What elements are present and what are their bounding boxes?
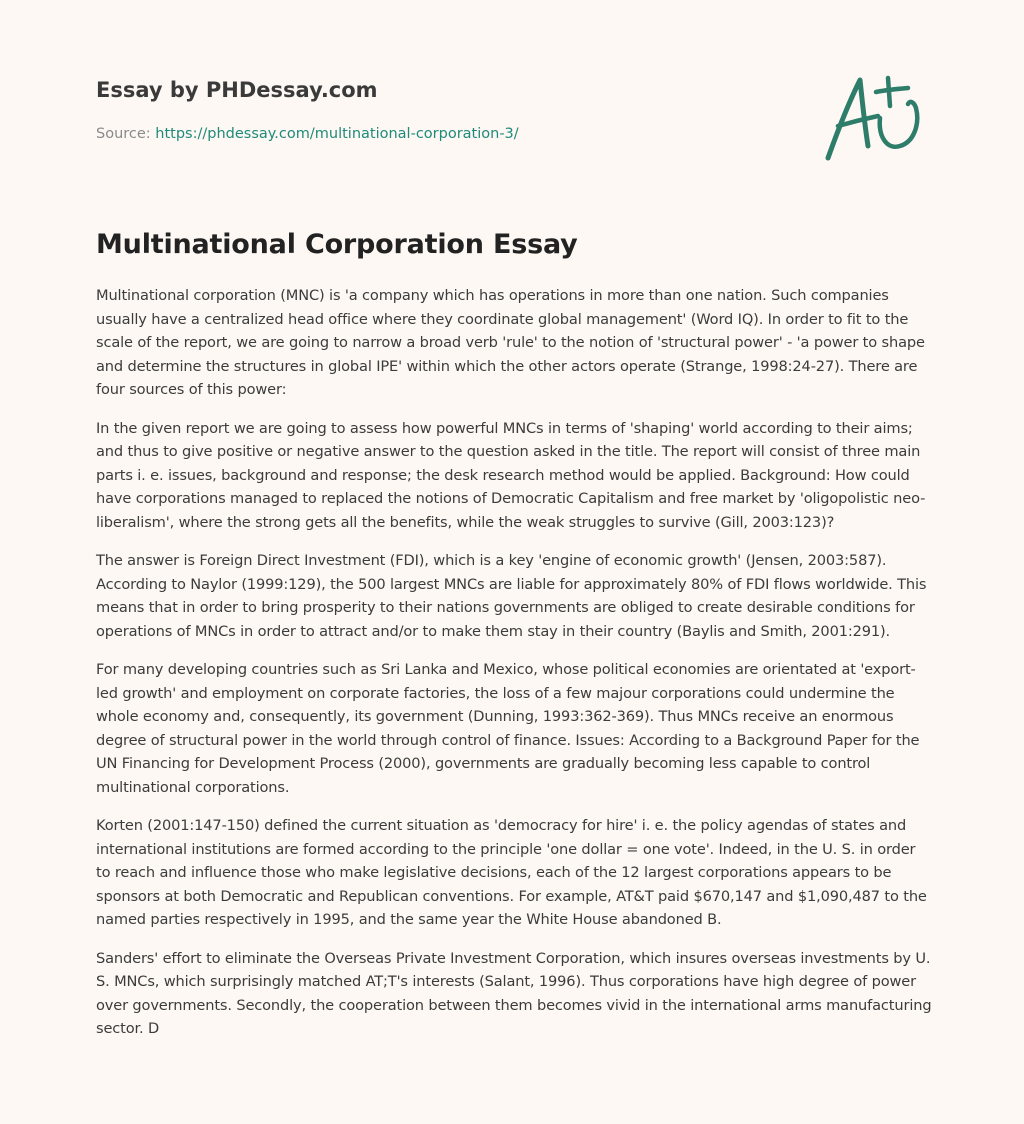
- essay-paragraph: For many developing countries such as Sri Lanka and Mexico, whose political economies are orientated at 'export-led growth' and employment on corporate factories, the loss of a few majour corporations could undermine the whole economy and, consequently, its government (Dunning, 1993:362-369). Thus MNCs receive an enormous degree of structural power in the world through control of finance. Issues: According to a Background Paper for the UN Financing for Development Process (2000), governments are gradually becoming less capable to control multinational corporations.: [96, 661, 920, 796]
- a-plus-logo-icon: [818, 66, 928, 166]
- page-header: [96, 76, 796, 144]
- essay-paragraph: Korten (2001:147-150) defined the current situation as 'democracy for hire' i. e. the policy agendas of states and international institutions are formed according to the principle 'one dollar = one vote'. Indeed, in the U. S. in order to reach and influence those who make legislative decisions, each of the 12 largest corporations appears to be sponsors at both Democratic and Republican conventions. For example, AT&T paid $670,147 and $1,090,487 to the named parties respectively in 1995, and the same year the White House abandoned B.: [96, 817, 927, 928]
- essay-paragraph: Sanders' effort to eliminate the Overseas Private Investment Corporation, which insures overseas investments by U. S. MNCs, which surprisingly matched AT;T's interests (Salant, 1996). Thus corporations have high degree of power over governments. Secondly, the cooperation between them becomes vivid in the international arms manufacturing sector. D: [96, 949, 932, 1037]
- source-label: Source:: [96, 126, 156, 142]
- essay-body: [96, 284, 932, 1056]
- essay-title: Multinational Corporation Essay: [96, 229, 578, 260]
- source-line: [96, 124, 796, 144]
- site-name: Essay by PHDessay.com: [96, 78, 378, 102]
- essay-paragraph: The answer is Foreign Direct Investment (FDI), which is a key 'engine of economic growth' (Jensen, 2003:587). According to Naylor (1999:129), the 500 largest MNCs are liable for approximately 80% of FDI flows worldwide. This means that in order to bring prosperity to their nations governments are obliged to create desirable conditions for operations of MNCs in order to attract and/or to make them stay in their country (Baylis and Smith, 2001:291).: [96, 552, 927, 640]
- essay-paragraph: In the given report we are going to assess how powerful MNCs in terms of 'shaping' world according to their aims; and thus to give positive or negative answer to the question asked in the title. The report will consist of three main parts i. e. issues, background and response; the desk research method would be applied. Background: How could have corporations managed to replaced the notions of Democratic Capitalism and free market by 'oligopolistic neo-liberalism', where the strong gets all the benefits, while the weak struggles to survive (Gill, 2003:123)?: [96, 419, 926, 531]
- source-link[interactable]: https://phdessay.com/multinational-corporation-3/: [155, 126, 519, 142]
- essay-paragraph: Multinational corporation (MNC) is 'a company which has operations in more than one nation. Such companies usually have a centralized head office where they coordinate global management' (Word IQ). In order to fit to the scale of the report, we are going to narrow a broad verb 'rule' to the notion of 'structural power' - 'a power to shape and determine the structures in global IPE' within which the other actors operate (Strange, 1998:24-27). There are four sources of this power:: [96, 287, 925, 398]
